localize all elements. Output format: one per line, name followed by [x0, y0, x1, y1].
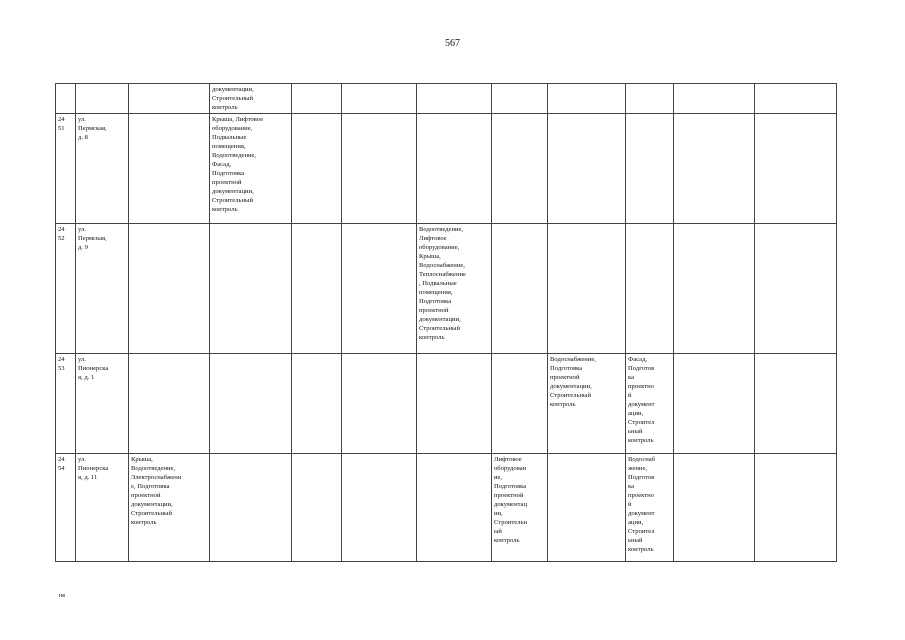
- cell-text: Фасад, Подготов ка проектно й документ ации, Строител ьный контроль: [628, 356, 655, 444]
- work-cell: [210, 84, 292, 114]
- work-cell: [129, 224, 210, 354]
- work-cell: [210, 224, 292, 354]
- work-cell: [674, 114, 755, 224]
- work-cell: [210, 354, 292, 454]
- page-number: 567: [445, 38, 460, 49]
- work-cell: [292, 454, 342, 562]
- work-cell: [342, 84, 417, 114]
- work-cell: [292, 224, 342, 354]
- address-cell: [76, 354, 129, 454]
- work-cell: [342, 224, 417, 354]
- work-cell: [292, 354, 342, 454]
- cell-text: Водоснабжение, Подготовка проектной документации, Строительный контроль: [550, 356, 596, 408]
- cell-text: документации, Строительный контроль: [212, 86, 254, 111]
- table-row: [56, 354, 837, 454]
- cell-text: Крыша, Водоотведение, Электроснабжени е, Подготовка проектной документации, Строительный контроль: [131, 456, 182, 526]
- cell-text: 24 52: [58, 226, 65, 242]
- work-cell: [129, 454, 210, 562]
- work-cell: [626, 454, 674, 562]
- cell-text: ул. Пермская, д. 9: [78, 226, 107, 251]
- work-cell: [129, 354, 210, 454]
- work-cell: [129, 114, 210, 224]
- work-cell: [210, 454, 292, 562]
- cell-text: ул. Пионерска я, д. 11: [78, 456, 109, 481]
- work-cell: [548, 354, 626, 454]
- table-row: [56, 84, 837, 114]
- cell-text: Водоотведение, Лифтовое оборудование, Крыша, Водоснабжение, Теплоснабжение , Подвальные помещения, Подготовка проектной документации, Строительный контроль: [419, 226, 466, 341]
- work-cell: [626, 114, 674, 224]
- address-cell: [76, 84, 129, 114]
- work-cell: [492, 454, 548, 562]
- work-cell: [342, 114, 417, 224]
- cell-text: 24 51: [58, 116, 65, 132]
- cell-text: ул. Пермская, д. 8: [78, 116, 107, 141]
- work-cell: [674, 224, 755, 354]
- cell-text: Лифтовое оборудован ие, Подготовка проектной документац ии, Строительн ый контроль: [494, 456, 528, 544]
- work-cell: [626, 354, 674, 454]
- cell-text: 24 53: [58, 356, 65, 372]
- work-cell: [755, 354, 837, 454]
- work-cell: [755, 454, 837, 562]
- work-cell: [417, 454, 492, 562]
- work-cell: [755, 224, 837, 354]
- work-cell: [674, 454, 755, 562]
- work-cell: [492, 224, 548, 354]
- work-cell: [342, 354, 417, 454]
- row-number-cell: [56, 454, 76, 562]
- work-cell: [548, 84, 626, 114]
- work-cell: [548, 454, 626, 562]
- table-row: [56, 114, 837, 224]
- work-cell: [292, 114, 342, 224]
- work-cell: [674, 84, 755, 114]
- row-number-cell: [56, 114, 76, 224]
- cell-text: 24 54: [58, 456, 65, 472]
- work-cell: [755, 114, 837, 224]
- work-cell: [417, 354, 492, 454]
- work-cell: [417, 224, 492, 354]
- footer-mark: нв: [59, 593, 66, 599]
- cell-text: ул. Пионерска я, д. 1: [78, 356, 109, 381]
- work-cell: [492, 114, 548, 224]
- work-cell: [548, 114, 626, 224]
- work-cell: [129, 84, 210, 114]
- work-cell: [342, 454, 417, 562]
- row-number-cell: [56, 224, 76, 354]
- work-cell: [492, 84, 548, 114]
- table-row: [56, 454, 837, 562]
- work-cell: [492, 354, 548, 454]
- work-cell: [210, 114, 292, 224]
- address-cell: [76, 454, 129, 562]
- address-cell: [76, 114, 129, 224]
- work-cell: [755, 84, 837, 114]
- work-cell: [417, 114, 492, 224]
- row-number-cell: [56, 84, 76, 114]
- repair-schedule-table: [55, 83, 837, 562]
- work-cell: [292, 84, 342, 114]
- work-cell: [626, 224, 674, 354]
- cell-text: Водоснаб жение, Подготов ка проектно й документ ации, Строител ьный контроль: [628, 456, 656, 553]
- work-cell: [548, 224, 626, 354]
- work-cell: [674, 354, 755, 454]
- address-cell: [76, 224, 129, 354]
- row-number-cell: [56, 354, 76, 454]
- cell-text: Крыша, Лифтовое оборудование, Подвальные помещения, Водоотведение, Фасад, Подготовка проектной документации, Строительный контроль: [212, 116, 264, 213]
- table-row: [56, 224, 837, 354]
- work-cell: [626, 84, 674, 114]
- work-cell: [417, 84, 492, 114]
